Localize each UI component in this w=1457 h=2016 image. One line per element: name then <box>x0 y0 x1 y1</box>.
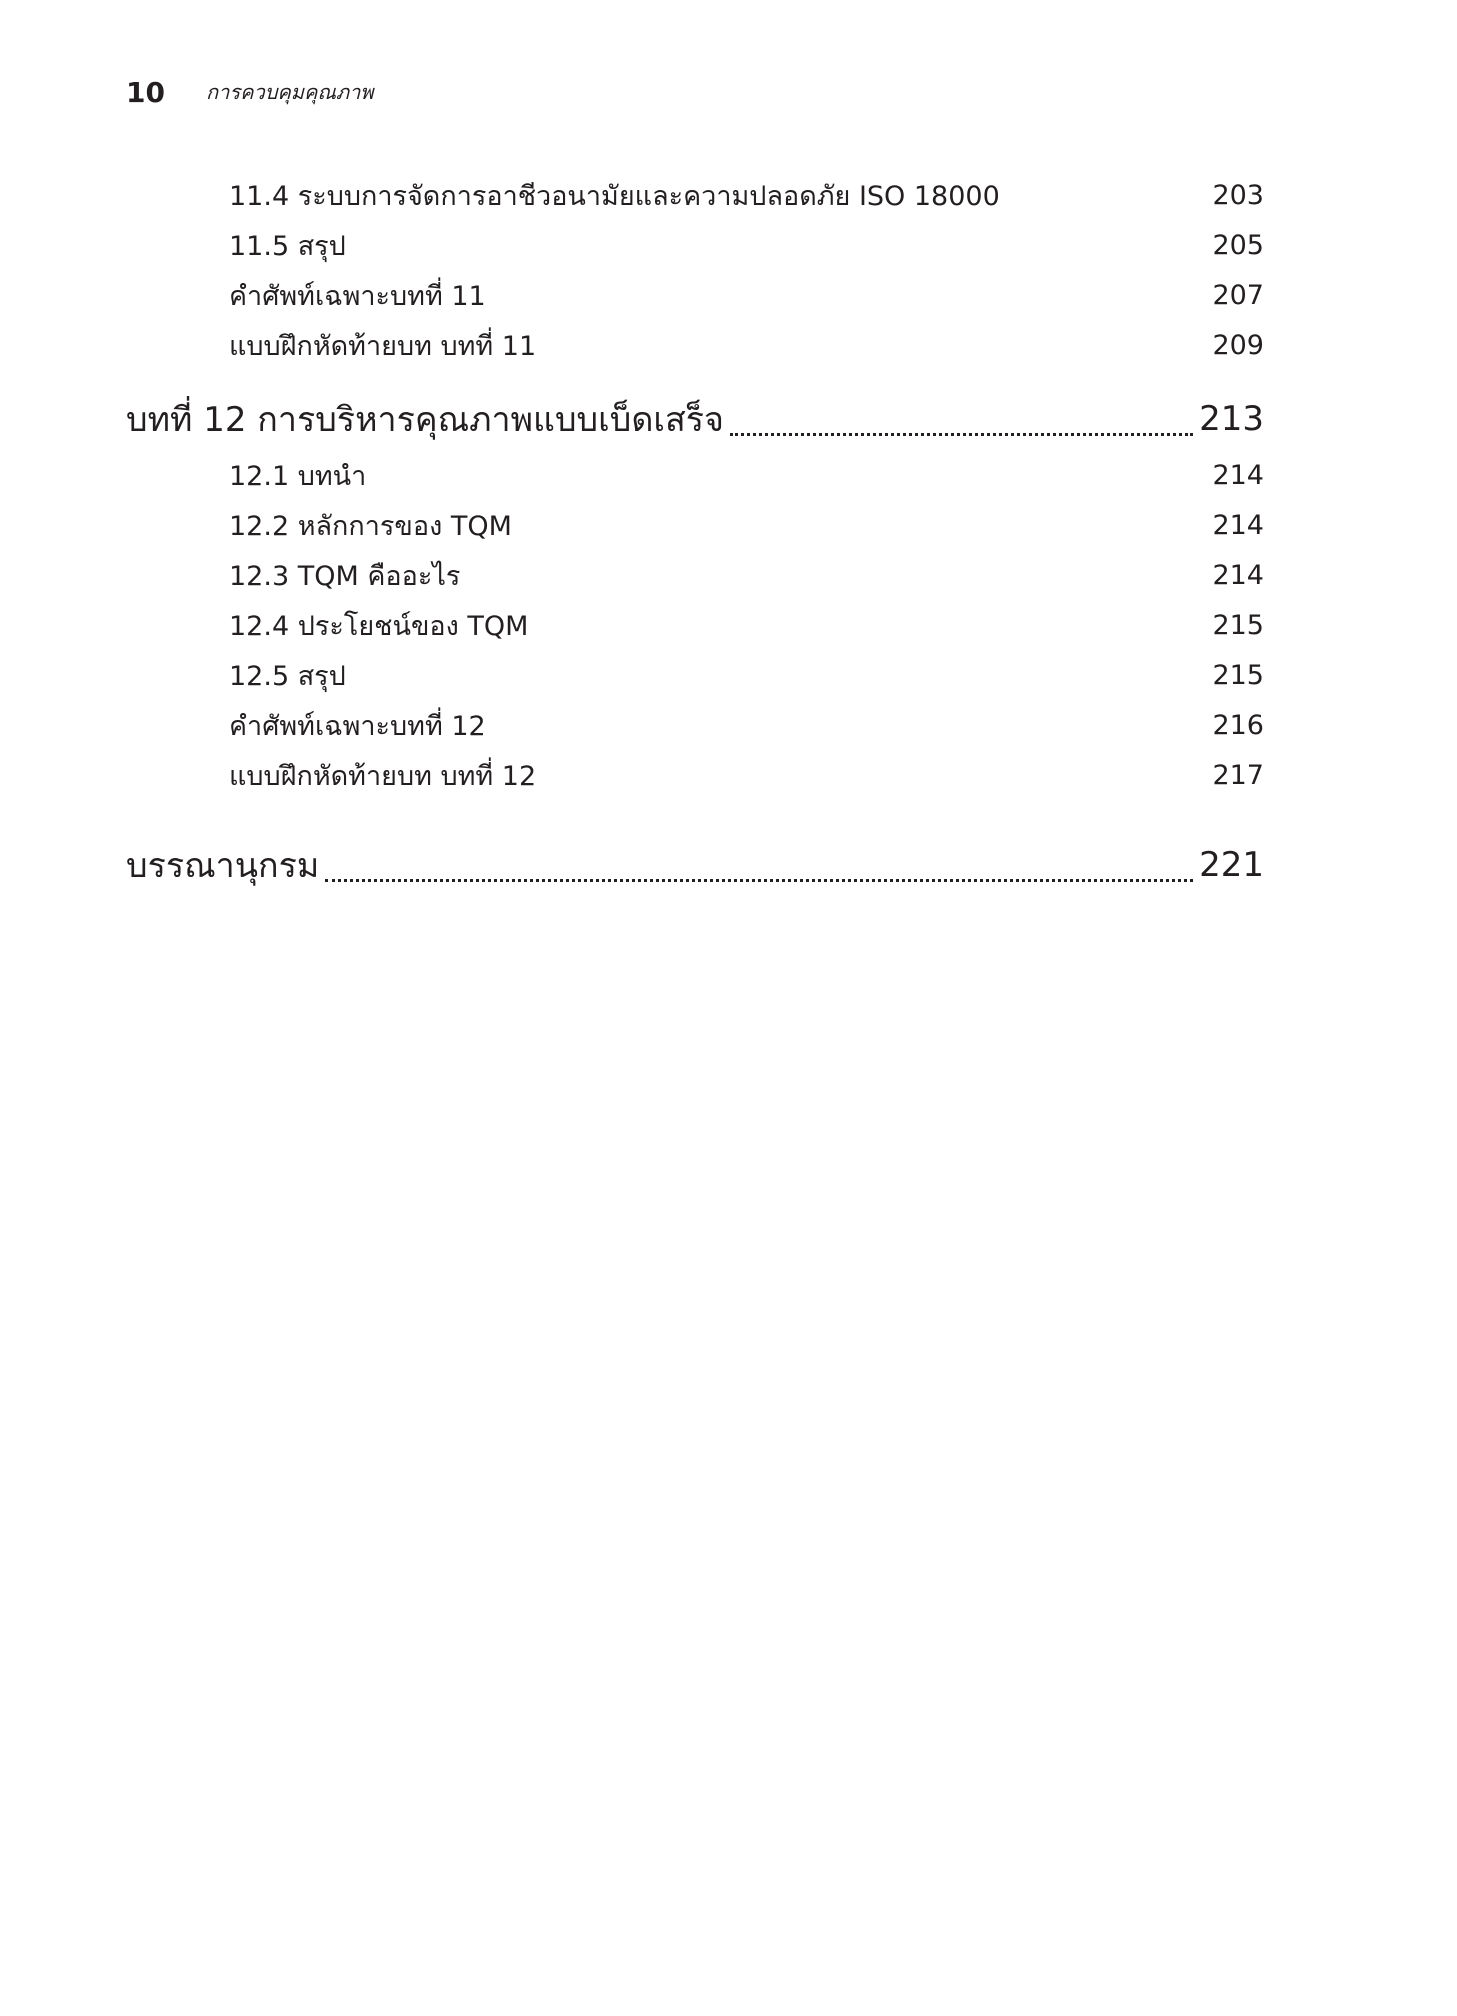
toc-entry-label: 12.5 สรุป <box>229 660 346 692</box>
toc-entry-label: 11.5 สรุป <box>229 230 346 262</box>
page-header <box>126 68 373 116</box>
toc-entry-page: 217 <box>1212 759 1264 791</box>
toc-entry-page: 214 <box>1212 559 1264 591</box>
toc-entry-page: 214 <box>1212 459 1264 491</box>
toc-entry-label: 12.2 หลักการของ TQM <box>229 510 512 542</box>
toc-entry-label: 12.1 บทนำ <box>229 460 367 492</box>
toc-entry-label: แบบฝึกหัดท้ายบท บทที่ 11 <box>229 330 537 362</box>
toc-bibliography <box>126 834 1264 896</box>
toc-entry-page: 205 <box>1212 229 1264 261</box>
toc-entry-page: 216 <box>1212 709 1264 741</box>
toc-entry-12-2 <box>126 500 1264 550</box>
toc-chapter-12 <box>126 388 1264 450</box>
toc-chapter-page: 213 <box>1199 399 1264 439</box>
toc-entry-label: แบบฝึกหัดท้ายบท บทที่ 12 <box>229 760 537 792</box>
toc-entry-page: 215 <box>1212 609 1264 641</box>
page-number: 10 <box>126 75 165 109</box>
toc-entry-11-5 <box>126 220 1264 270</box>
toc-entry-12-5 <box>126 650 1264 700</box>
running-title: การควบคุมคุณภาพ <box>206 80 374 104</box>
dot-leader <box>325 879 1193 882</box>
toc-entry-page: 209 <box>1212 329 1264 361</box>
toc-entry-11-4 <box>126 170 1264 220</box>
toc-entry-12-1 <box>126 450 1264 500</box>
toc-chapter-label: บรรณานุกรม <box>126 846 320 886</box>
toc-entry-glossary-12 <box>126 700 1264 750</box>
toc-entry-12-4 <box>126 600 1264 650</box>
dot-leader <box>730 433 1193 436</box>
toc-chapter-label: บทที่ 12 การบริหารคุณภาพแบบเบ็ดเสร็จ <box>126 400 724 440</box>
toc-entry-12-3 <box>126 550 1264 600</box>
toc-entry-exercises-12 <box>126 750 1264 800</box>
toc-entry-page: 214 <box>1212 509 1264 541</box>
toc-entry-label: คำศัพท์เฉพาะบทที่ 12 <box>229 710 486 742</box>
toc-entry-label: คำศัพท์เฉพาะบทที่ 11 <box>229 280 486 312</box>
toc-entry-glossary-11 <box>126 270 1264 320</box>
toc-entry-page: 207 <box>1212 279 1264 311</box>
toc-entry-label: 12.4 ประโยชน์ของ TQM <box>229 610 529 642</box>
toc-chapter-page: 221 <box>1199 845 1264 885</box>
toc-entry-exercises-11 <box>126 320 1264 370</box>
toc-entry-page: 203 <box>1212 179 1264 211</box>
toc-entry-page: 215 <box>1212 659 1264 691</box>
toc-entry-label: 12.3 TQM คืออะไร <box>229 560 461 592</box>
table-of-contents <box>126 170 1264 896</box>
toc-entry-label: 11.4 ระบบการจัดการอาชีวอนามัยและความปลอดภัย ISO 18000 <box>229 180 1000 212</box>
